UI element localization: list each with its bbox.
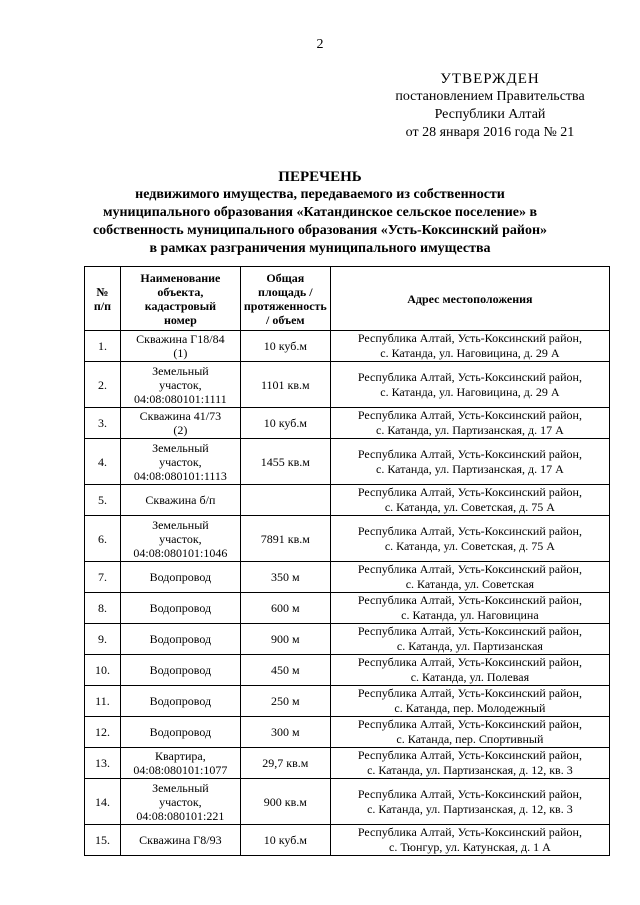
- row-number: 6.: [85, 516, 121, 562]
- address-line: Республика Алтай, Усть-Коксинский район,: [357, 408, 582, 422]
- row-number: 3.: [85, 408, 121, 439]
- address-line: Республика Алтай, Усть-Коксинский район,: [357, 717, 582, 731]
- object-name-line: Скважина Г18/84: [136, 332, 225, 346]
- object-name-line: Квартира,: [155, 749, 206, 763]
- title-line: собственность муниципального образования «Усть-Коксинский район»: [92, 223, 548, 238]
- title-line: муниципального образования «Катандинское сельское поселение» в: [102, 205, 538, 220]
- object-area: 900 кв.м: [240, 779, 330, 825]
- header-text: №: [96, 284, 109, 299]
- address-line: Республика Алтай, Усть-Коксинский район,: [357, 331, 582, 345]
- header-name: [120, 267, 240, 331]
- object-name-line: Земельный: [152, 780, 209, 795]
- row-number: 2.: [85, 362, 121, 408]
- row-number: 8.: [85, 593, 121, 624]
- page-number: 2: [316, 37, 324, 52]
- table-row: [85, 331, 610, 362]
- object-name-line: Земельный: [152, 440, 209, 455]
- object-area: 900 м: [240, 624, 330, 655]
- object-address: [330, 779, 609, 825]
- approval-line: постановлением Правительства: [395, 89, 585, 104]
- object-area: 7891 кв.м: [240, 516, 330, 562]
- object-address: [330, 686, 609, 717]
- address-line: Республика Алтай, Усть-Коксинский район,: [357, 485, 582, 499]
- address-line: с. Катанда, ул. Партизанская: [396, 639, 543, 653]
- object-name-line: участок,: [159, 794, 202, 809]
- address-line: с. Катанда, ул. Советская: [405, 577, 535, 591]
- address-line: с. Катанда, ул. Партизанская, д. 17 А: [376, 461, 564, 476]
- object-area: 250 м: [240, 686, 330, 717]
- table-row: [85, 825, 610, 856]
- header-text: номер: [163, 312, 197, 327]
- object-address: [330, 516, 609, 562]
- address-line: Республика Алтай, Усть-Коксинский район,: [357, 686, 582, 700]
- address-line: Республика Алтай, Усть-Коксинский район,: [357, 624, 582, 638]
- address-line: Республика Алтай, Усть-Коксинский район,: [357, 655, 582, 669]
- address-line: с. Катанда, ул. Полевая: [410, 670, 530, 684]
- object-name-line: Водопровод: [149, 601, 212, 615]
- object-name-line: Скважина 41/73: [139, 409, 222, 423]
- object-address: [330, 624, 609, 655]
- header-text: площадь /: [258, 284, 313, 299]
- object-name-line: Водопровод: [149, 632, 212, 646]
- table-header-row: [85, 267, 610, 331]
- object-address: [330, 331, 609, 362]
- object-name: [120, 717, 240, 748]
- property-table: [84, 266, 610, 856]
- address-line: с. Катанда, ул. Советская, д. 75 А: [384, 500, 555, 514]
- object-name-line: Земельный: [152, 363, 209, 378]
- object-name: [120, 825, 240, 856]
- address-line: Республика Алтай, Усть-Коксинский район,: [357, 786, 582, 801]
- address-line: Республика Алтай, Усть-Коксинский район,: [357, 369, 582, 384]
- address-line: с. Катанда, пер. Молодежный: [394, 701, 546, 715]
- header-text: объекта,: [157, 284, 204, 299]
- row-number: 5.: [85, 485, 121, 516]
- title-main: ПЕРЕЧЕНЬ: [278, 169, 362, 185]
- address-line: с. Катанда, ул. Наговицина, д. 29 А: [380, 384, 560, 399]
- address-line: с. Катанда, пер. Спортивный: [396, 732, 544, 746]
- object-name: [120, 562, 240, 593]
- row-number: 1.: [85, 331, 121, 362]
- object-area: 450 м: [240, 655, 330, 686]
- object-name: [120, 686, 240, 717]
- object-name-line: 04:08:080101:1113: [133, 468, 227, 483]
- title-line: в рамках разграничения муниципального имущества: [149, 241, 491, 256]
- object-area: [240, 485, 330, 516]
- row-number: 9.: [85, 624, 121, 655]
- object-name-line: (2): [173, 423, 188, 437]
- row-number: 11.: [85, 686, 121, 717]
- table-row: [85, 655, 610, 686]
- table-row: [85, 686, 610, 717]
- header-text: п/п: [93, 298, 112, 313]
- address-line: с. Катанда, ул. Наговицина, д. 29 А: [380, 346, 560, 360]
- object-address: [330, 562, 609, 593]
- address-line: Республика Алтай, Усть-Коксинский район,: [357, 523, 582, 538]
- object-address: [330, 655, 609, 686]
- object-name: [120, 362, 240, 408]
- table-row: [85, 717, 610, 748]
- table-row: [85, 624, 610, 655]
- object-name: [120, 439, 240, 485]
- object-area: 350 м: [240, 562, 330, 593]
- object-name-line: Водопровод: [149, 663, 212, 677]
- object-name-line: 04:08:080101:1077: [133, 763, 228, 777]
- object-area: 10 куб.м: [240, 825, 330, 856]
- object-address: [330, 362, 609, 408]
- object-address: [330, 408, 609, 439]
- table-row: [85, 562, 610, 593]
- object-area: 1101 кв.м: [240, 362, 330, 408]
- object-name-line: участок,: [159, 377, 202, 392]
- address-line: Республика Алтай, Усть-Коксинский район,: [357, 825, 582, 839]
- approval-date: от 28 января 2016 года № 21: [405, 125, 575, 140]
- object-name: [120, 485, 240, 516]
- object-name: [120, 624, 240, 655]
- object-area: 10 куб.м: [240, 331, 330, 362]
- object-name: [120, 655, 240, 686]
- object-name-line: Земельный: [152, 517, 209, 532]
- row-number: 15.: [85, 825, 121, 856]
- object-address: [330, 825, 609, 856]
- address-line: с. Катанда, ул. Партизанская, д. 17 А: [376, 423, 564, 437]
- object-address: [330, 717, 609, 748]
- header-text: кадастровый: [144, 298, 217, 313]
- object-area: 1455 кв.м: [240, 439, 330, 485]
- object-name-line: Скважина б/п: [145, 493, 216, 507]
- object-name-line: Водопровод: [149, 694, 212, 708]
- row-number: 13.: [85, 748, 121, 779]
- object-name: [120, 408, 240, 439]
- title-line: недвижимого имущества, передаваемого из собственности: [135, 187, 505, 202]
- header-address: Адрес местоположения: [330, 267, 609, 331]
- address-line: с. Катанда, ул. Советская, д. 75 А: [384, 538, 555, 553]
- row-number: 12.: [85, 717, 121, 748]
- table-row: [85, 779, 610, 825]
- object-area: 600 м: [240, 593, 330, 624]
- row-number: 4.: [85, 439, 121, 485]
- approval-stamp: [370, 70, 610, 142]
- object-name-line: 04:08:080101:221: [136, 808, 225, 823]
- object-name: [120, 779, 240, 825]
- table-row: [85, 748, 610, 779]
- object-name-line: участок,: [159, 454, 202, 469]
- object-name-line: Скважина Г8/93: [139, 833, 222, 847]
- object-area: 300 м: [240, 717, 330, 748]
- header-area: [240, 267, 330, 331]
- header-text: Наименование: [140, 270, 221, 285]
- header-text: протяженность: [243, 298, 327, 313]
- object-area: 10 куб.м: [240, 408, 330, 439]
- object-address: [330, 439, 609, 485]
- table-row: [85, 516, 610, 562]
- header-text: / объем: [266, 312, 305, 327]
- object-name-line: (1): [173, 346, 188, 360]
- object-name-line: участок,: [159, 531, 202, 546]
- address-line: с. Тюнгур, ул. Катунская, д. 1 А: [389, 840, 551, 854]
- table-row: [85, 439, 610, 485]
- object-name-line: Водопровод: [149, 570, 212, 584]
- object-address: [330, 593, 609, 624]
- address-line: Республика Алтай, Усть-Коксинский район,: [357, 562, 582, 576]
- object-name-line: 04:08:080101:1111: [134, 391, 227, 406]
- table-row: [85, 593, 610, 624]
- row-number: 14.: [85, 779, 121, 825]
- approval-line: Республики Алтай: [434, 107, 546, 122]
- table-row: [85, 485, 610, 516]
- row-number: 7.: [85, 562, 121, 593]
- address-line: Республика Алтай, Усть-Коксинский район,: [357, 446, 582, 461]
- object-address: [330, 748, 609, 779]
- address-line: с. Катанда, ул. Партизанская, д. 12, кв. 3: [367, 763, 573, 777]
- approval-heading: УТВЕРЖДЕН: [440, 71, 540, 87]
- document-title: [60, 168, 580, 258]
- table-row: [85, 408, 610, 439]
- address-line: с. Катанда, ул. Партизанская, д. 12, кв. 3: [367, 801, 573, 816]
- object-name-line: Водопровод: [149, 725, 212, 739]
- header-text: Общая: [266, 270, 305, 285]
- object-name: [120, 593, 240, 624]
- address-line: Республика Алтай, Усть-Коксинский район,: [357, 748, 582, 762]
- address-line: Республика Алтай, Усть-Коксинский район,: [357, 593, 582, 607]
- header-num: [85, 267, 121, 331]
- object-name: [120, 331, 240, 362]
- object-name-line: 04:08:080101:1046: [133, 545, 228, 560]
- row-number: 10.: [85, 655, 121, 686]
- table-row: [85, 362, 610, 408]
- object-name: [120, 748, 240, 779]
- object-name: [120, 516, 240, 562]
- address-line: с. Катанда, ул. Наговицина: [401, 608, 539, 622]
- object-area: 29,7 кв.м: [240, 748, 330, 779]
- object-address: [330, 485, 609, 516]
